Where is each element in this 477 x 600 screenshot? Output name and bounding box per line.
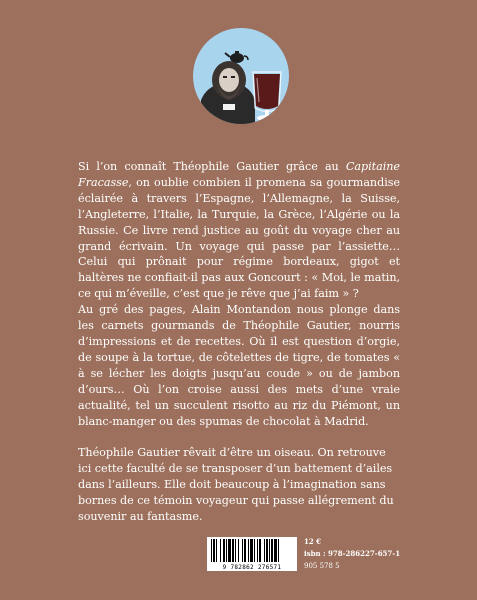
price-label: 12 € xyxy=(304,537,322,546)
barcode-number: 9 782862 276571 xyxy=(222,564,282,571)
isbn-barcode xyxy=(207,537,297,571)
barcode-bars xyxy=(207,537,297,564)
back-cover-blurb xyxy=(78,159,400,525)
wine-glass-icon xyxy=(253,72,281,121)
blurb-p1-end: , on oublie combien il promena sa gourmandise éclairée à travers l’Espagne, l’Allemagne, la Suisse, l’Angleterre, l’Italie, la Turquie, la Grèce, l’Algérie ou la Russie. Ce livre rend justice au goût du voyage cher au grand écrivain. Un voyage qui passe par l’assiette… Celui qui prônait pour régime bordeaux, gigot et haltères ne confiait-il pas aux Goncourt : « Moi, le matin, ce qui m’éveille, c’est que je rêve que j’ai faim » ? xyxy=(78,175,400,301)
portrait-gautier xyxy=(201,61,255,124)
blurb-paragraph-2: Au gré des pages, Alain Montandon nous plonge dans les carnets gourmands de Théophile Gautier, nourris d’impressions et de recettes. Où il est question d’orgie, de soupe à la tortue, de côtelettes de tigre, de tomates « à se lécher les doigts jusqu’au coude » ou de jambon d’ours… Où l’on croise aussi des mets d’une vraie actualité, tel un succulent risotto au riz du Piémont, un blanc-manger ou des spumas de chocolat à Madrid. xyxy=(78,303,400,428)
book-title-reference: Capitaine Fracasse xyxy=(78,160,400,189)
imprint-info xyxy=(304,536,400,572)
blurb-paragraph-3: Théophile Gautier rêvait d’être un oiseau. On retrouve ici cette faculté de se transposer d’un battement d’ailes dans l’ailleurs. Elle doit beaucoup à l’imagination sans bornes de ce témoin voyageur qui passe allégrement du souvenir au fantasme. xyxy=(78,446,394,524)
blurb-paragraph-1 xyxy=(78,159,400,302)
product-code: 905 578 5 xyxy=(304,562,340,570)
blurb-p1-start: Si l’on connaît Théophile Gautier grâce au xyxy=(78,160,346,173)
isbn-label: isbn : 978-286227-657-1 xyxy=(304,549,401,558)
cover-medallion-illustration xyxy=(193,28,289,124)
